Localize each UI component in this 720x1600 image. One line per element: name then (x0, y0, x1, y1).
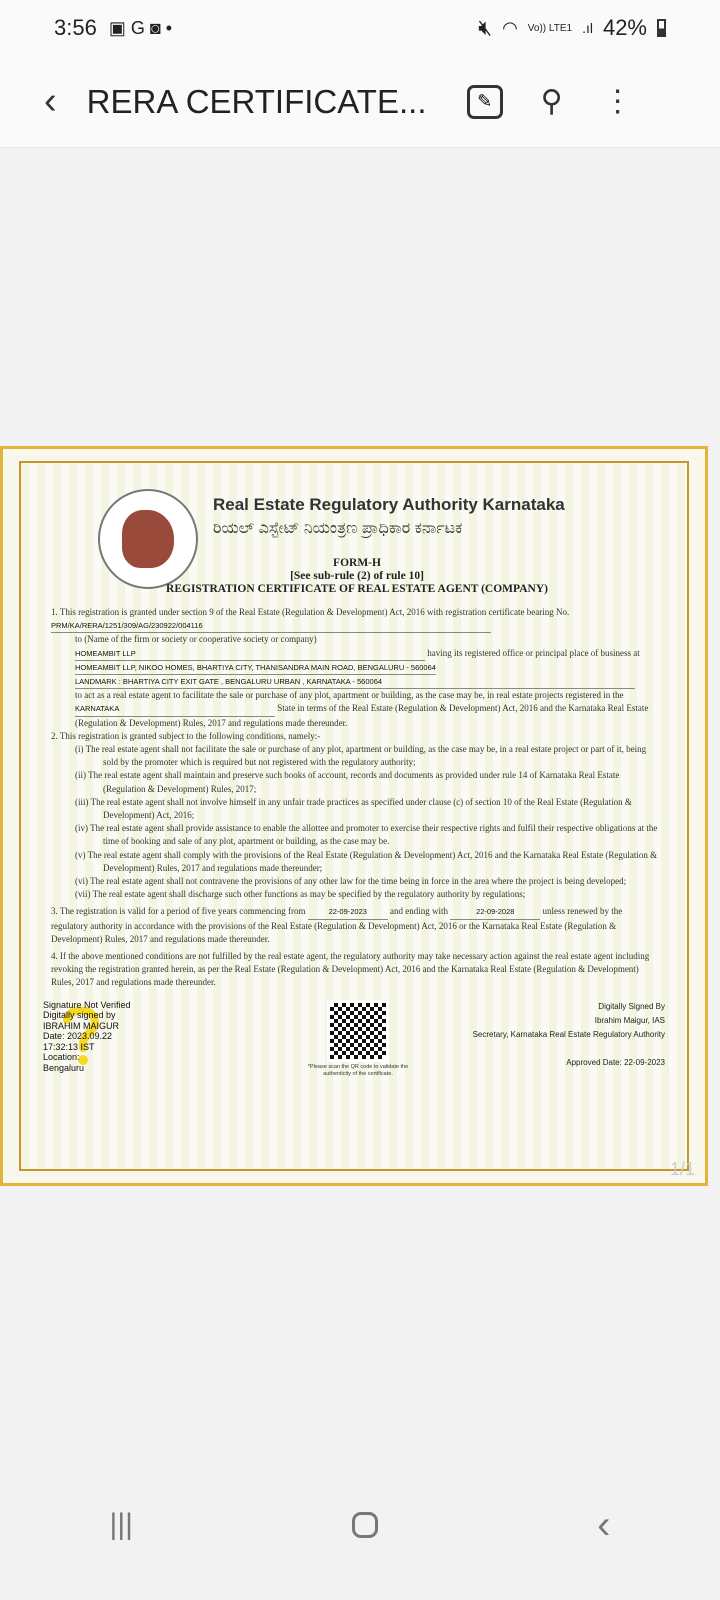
edit-icon[interactable]: ✎ (467, 85, 503, 119)
certificate-heading: REGISTRATION CERTIFICATE OF REAL ESTATE AGENT (COMPANY) (166, 583, 548, 595)
condition-item: (v) The real estate agent shall comply with the provisions of the Real Estate (Regulation & Development) Act, 2016 and the Karnataka Real Estate (Regulation & Development) Rules, 2017 and regulations made thereunder; (75, 849, 658, 873)
navigation-bar (0, 1490, 720, 1560)
business-address: HOMEAMBIT LLP, NIKOO HOMES, BHARTIYA CITY, THANISANDRA MAIN ROAD, BENGALURU - 560064 (75, 661, 436, 675)
home-button[interactable] (352, 1512, 378, 1538)
valid-to-date: 22-09-2028 (450, 905, 540, 919)
authority-name: Real Estate Regulatory Authority Karnataka (213, 495, 565, 514)
signatory-name: Ibrahim Maigur, IAS (594, 1015, 665, 1025)
status-bar (0, 0, 720, 56)
valid-from-date: 22-09-2023 (308, 905, 388, 919)
clause-4-text: 4. If the above mentioned conditions are not fulfilled by the real estate agent, the regulatory authority may take necessary action against the real estate agent including revoking the registration granted herein, as per the Real Estate (Regulation & Development) Act, 2016 and the Karnataka Real Estate (Regulation & Development) Rules, 2017 and regulations made thereunder. (51, 951, 650, 988)
form-subrule: [See sub-rule (2) of rule 10] (290, 570, 424, 582)
clause-1-office-label: having its registered office or principal place of business at (427, 647, 640, 658)
clause-1-purpose: to act as a real estate agent to facilitate the sale or purchase of any plot, apartment or building, as the case may be, in real estate projects registered in the (75, 690, 624, 701)
signatory-title: Secretary, Karnataka Real Estate Regulatory Authority (472, 1029, 665, 1039)
authority-name-kannada: ರಿಯಲ್ ಎಸ್ಟೇಟ್ ನಿಯಂತ್ರಣ ಪ್ರಾಧಿಕಾರ ಕರ್ನಾಟಕ (213, 520, 463, 537)
condition-item: (vi) The real estate agent shall not contravene the provisions of any other law for the time being in force in the area where the project is being developed; (75, 876, 627, 887)
signature-detail: Bengaluru (43, 1062, 85, 1073)
battery-level: 42% (602, 15, 647, 40)
document-title: RERA CERTIFICATE... (86, 82, 427, 120)
clause-1-text: 1. This registration is granted under section 9 of the Real Estate (Regulation & Development) Act, 2016 with registration certificate bearing No. (51, 607, 570, 617)
signed-by-label: Digitally Signed By (598, 1001, 665, 1011)
qr-note: *Please scan the QR code to validate the authenticity of the certificate. (307, 1063, 409, 1077)
search-icon[interactable]: ⚲ (540, 85, 563, 118)
digital-signature-block[interactable] (43, 1000, 153, 1074)
certificate-body (51, 606, 661, 990)
battery-icon (657, 19, 666, 37)
mute-icon: 🔇︎ (478, 15, 493, 40)
certificate-page (0, 446, 708, 1186)
page-indicator: 1/1 (669, 1159, 695, 1179)
more-options-icon[interactable]: ⋮ (602, 85, 633, 118)
condition-item: (vii) The real estate agent shall discharge such other functions as may be specified by the regulatory authority by regulations; (75, 889, 526, 900)
condition-item: (iii) The real estate agent shall not involve himself in any unfair trade practices as specified under clause (c) of section 10 of the Real Estate (Regulation & Development) Act, 2016; (75, 796, 632, 821)
signature-detail: Date: 2023.09.22 (43, 1031, 113, 1042)
signature-detail: Digitally signed by (43, 1010, 116, 1021)
signed-by-block (473, 1000, 665, 1070)
recent-apps-button[interactable]: ||| (109, 1508, 133, 1541)
state: KARNATAKA (75, 702, 275, 716)
form-title: FORM-H (333, 557, 381, 569)
clause-3-renewal: unless renewed by the regulatory authority in accordance with the provisions of the Real Estate (Regulation & Development) Act, 2016 or the Karnataka Real Estate (Regulation & Development) Rules, 2017 and regulations made thereunder. (51, 906, 623, 944)
condition-item: (ii) The real estate agent shall maintain and preserve such books of account, records and documents as provided under rule 14 of Karnataka Real Estate (Regulation & Development) Rules, 2017; (75, 770, 620, 794)
back-button[interactable]: ‹ (44, 80, 57, 122)
signature-detail: 17:32:13 IST (43, 1041, 95, 1052)
clause-1-terms: State in terms of the Real Estate (Regulation & Development) Act, 2016 and the Karnataka Real Estate (Regulation & Development) Rules, 2017 and regulations made thereunder. (75, 703, 649, 728)
wifi-icon: ◠ (502, 17, 518, 38)
clause-2-text: 2. This registration is granted subject to the following conditions, namely:- (51, 730, 321, 741)
back-nav-button[interactable]: ‹ (597, 1502, 611, 1547)
condition-item: (i) The real estate agent shall not facilitate the sale or purchase of any plot, apartment or building, as the case may be, in a real estate project or part of it, being sold by the promoter which is required but not registered with the regulatory authority; (75, 744, 647, 768)
firm-name: HOMEAMBIT LLP (75, 647, 425, 661)
clause-1-name-label: to (Name of the firm or society or cooperative society or company) (75, 634, 317, 645)
approved-date: Approved Date: 22-09-2023 (566, 1057, 665, 1067)
signal-icon: .ıl (582, 20, 593, 36)
registration-number: PRM/KA/RERA/1251/309/AG/230922/004116 (51, 619, 491, 633)
clause-3-text: 3. The registration is valid for a period of five years commencing from (51, 906, 306, 917)
clock: 3:56 (54, 15, 97, 40)
qr-code (327, 1000, 389, 1062)
notification-icons: ▣ G ◙ • (108, 17, 173, 38)
clause-3-ending-label: and ending with (390, 906, 449, 917)
signature-detail: IBRAHIM MAIGUR (43, 1020, 120, 1031)
certificate-footer (43, 1000, 665, 1078)
lte-label: Vo)) LTE1 (527, 22, 573, 34)
app-bar (0, 56, 720, 148)
qr-block (293, 1000, 423, 1078)
signature-status: Signature Not Verified (43, 999, 131, 1010)
landmark: LANDMARK : BHARTIYA CITY EXIT GATE , BENGALURU URBAN , KARNATAKA - 560064 (75, 675, 635, 689)
condition-item: (iv) The real estate agent shall provide assistance to enable the allottee and promoter to exercise their respective rights and fulfil their respective obligations at the time of booking and sale of any plot, apartment or building, as the case may be. (75, 823, 658, 847)
signature-detail: Location: (43, 1052, 80, 1063)
form-heading (3, 557, 711, 596)
